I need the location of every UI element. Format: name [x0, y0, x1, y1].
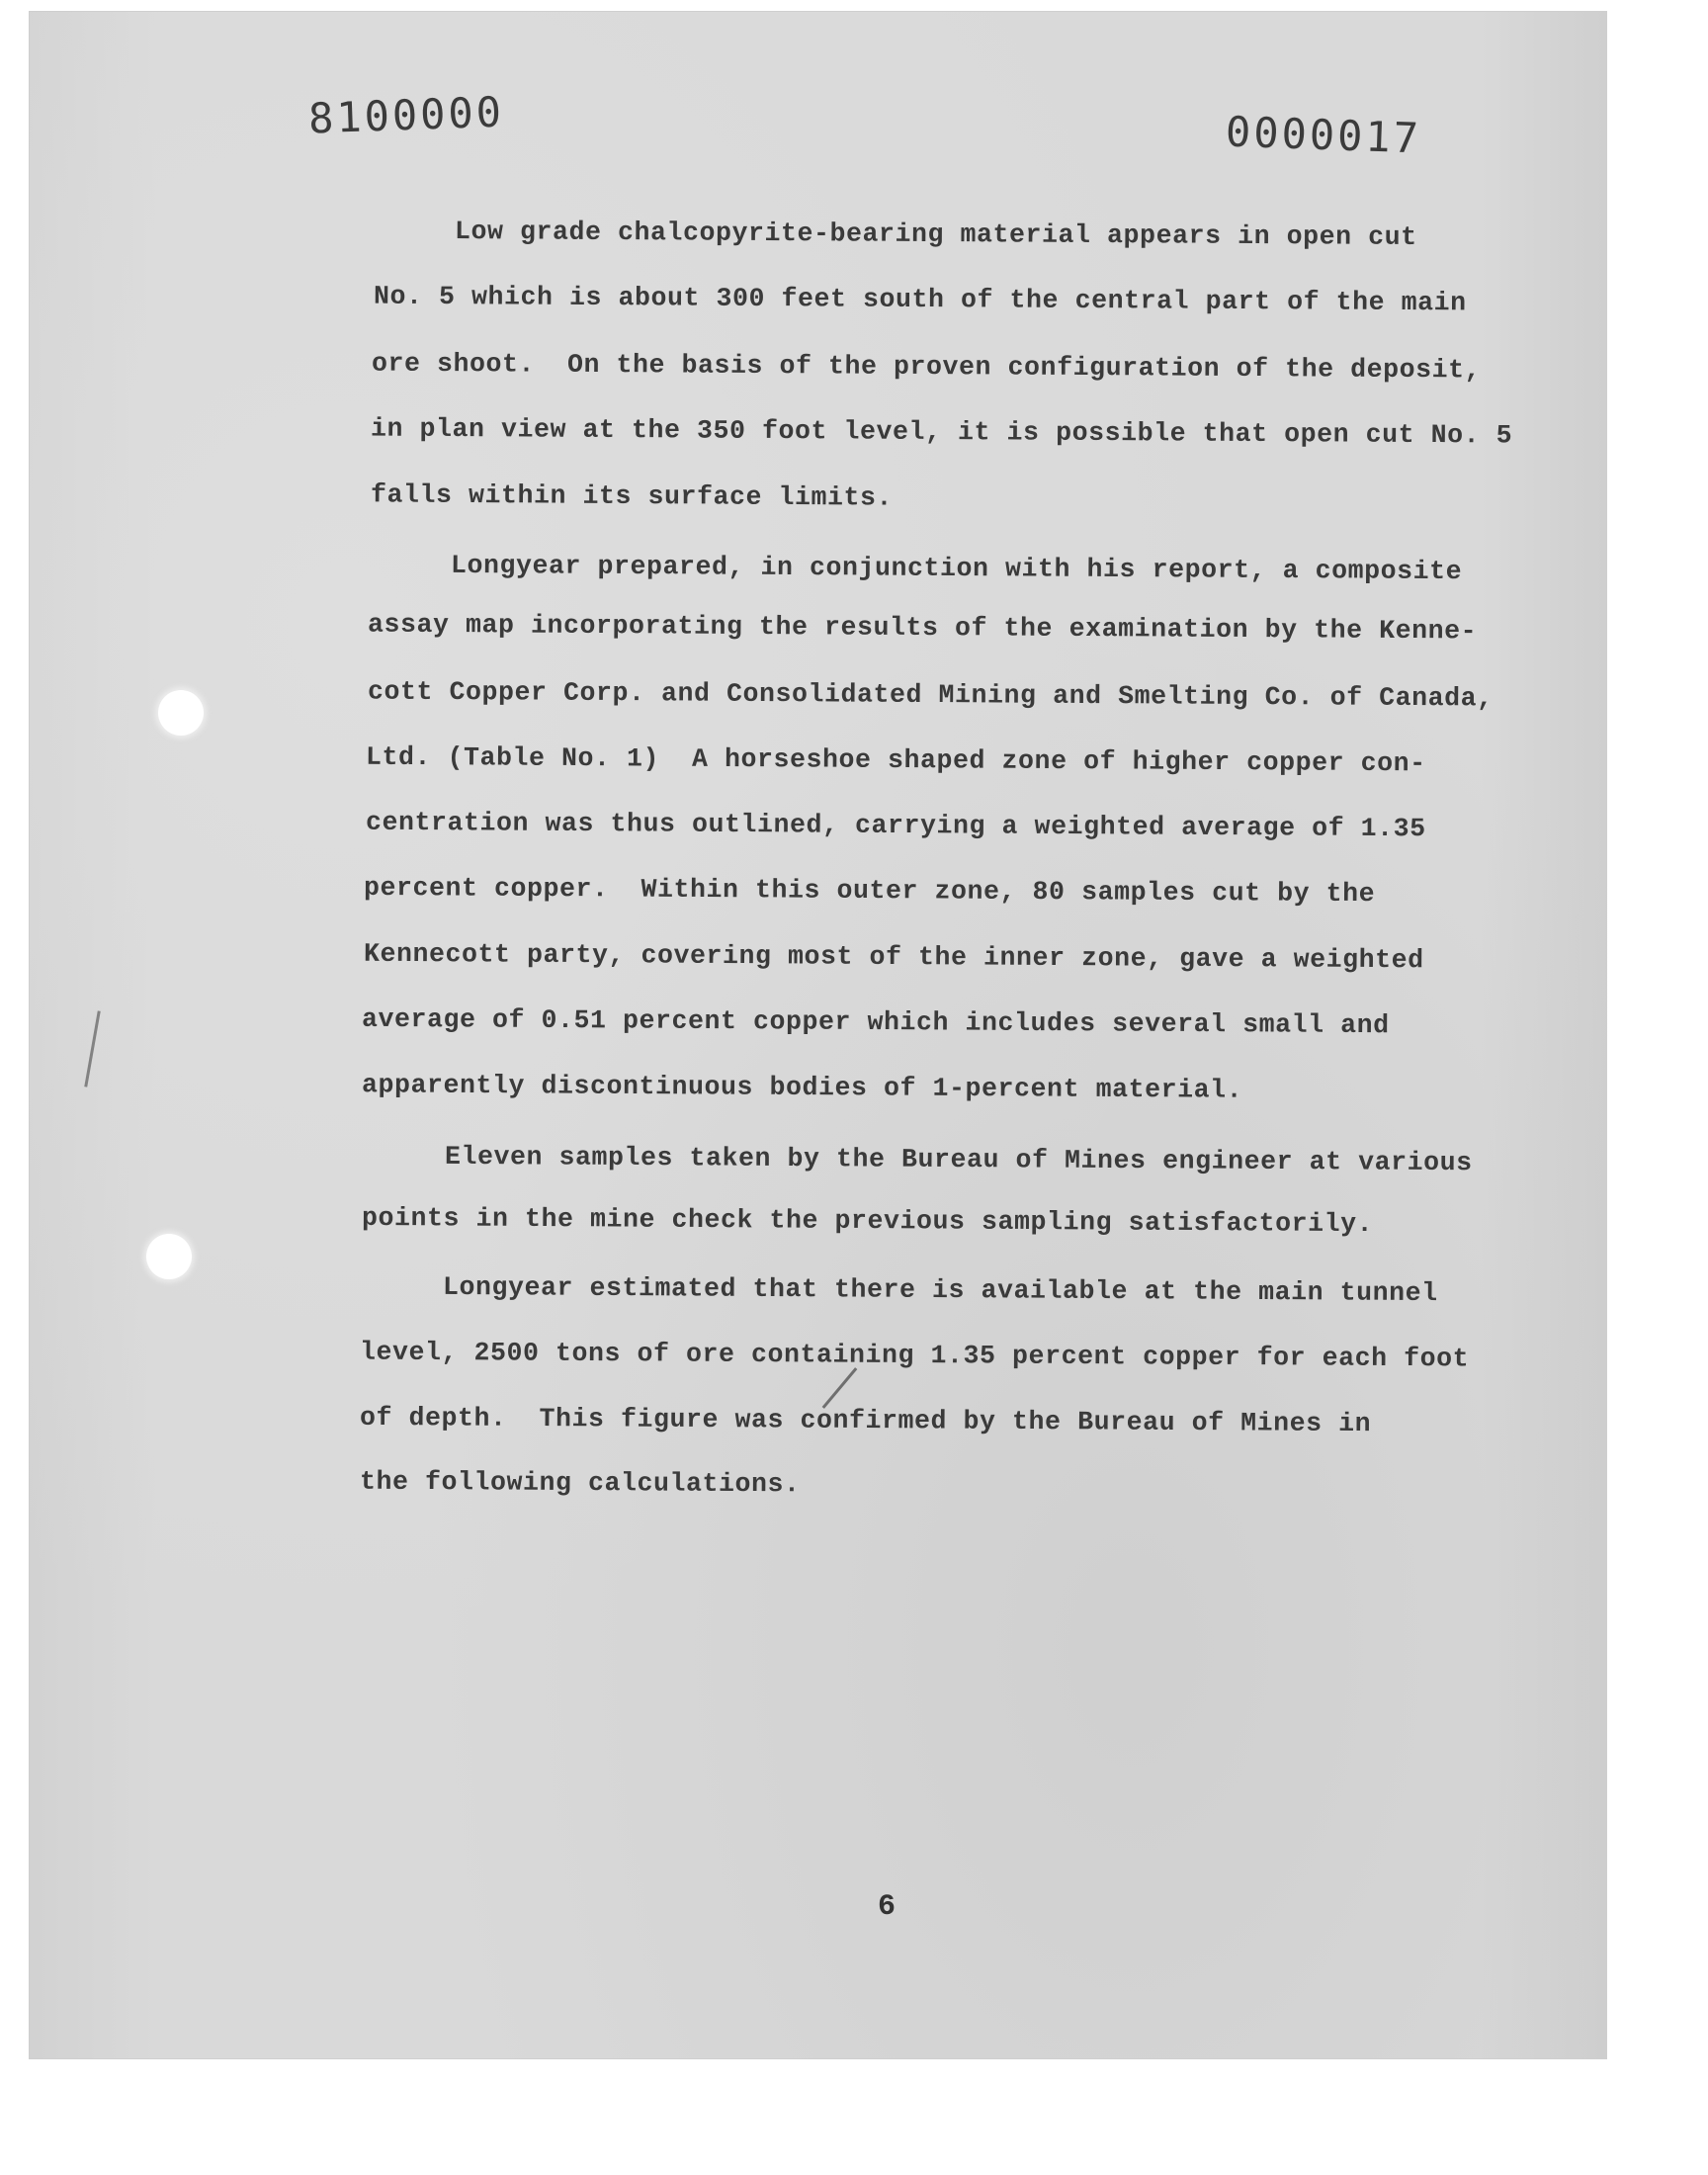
text-line: Longyear prepared, in conjunction with his report, a composite [450, 550, 1463, 587]
text-line: cott Copper Corp. and Consolidated Mining and Smelting Co. of Canada, [367, 676, 1494, 714]
text-line: points in the mine check the previous sampling satisfactorily. [361, 1202, 1374, 1240]
document-stamp-number-right: 0000017 [1225, 107, 1422, 163]
text-line: assay map incorporating the results of the examination by the Kenne- [367, 609, 1478, 647]
text-line: centration was thus outlined, carrying a weighted average of 1.35 [365, 807, 1426, 844]
document-stamp-number-left: 8100000 [307, 87, 505, 143]
text-line: apparently discontinuous bodies of 1-percent material. [361, 1070, 1243, 1105]
text-line: of depth. This figure was confirmed by the Bureau of Mines in [359, 1402, 1372, 1439]
text-line: Low grade chalcopyrite-bearing material appears in open cut [454, 217, 1417, 252]
text-line: level, 2500 tons of ore containing 1.35 percent copper for each foot [359, 1337, 1470, 1374]
text-line: ore shoot. On the basis of the proven configuration of the deposit, [371, 348, 1482, 386]
text-line: average of 0.51 percent copper which includes several small and [361, 1003, 1390, 1041]
text-line: Longyear estimated that there is available at the main tunnel [442, 1271, 1438, 1309]
text-line: the following calculations. [359, 1466, 801, 1500]
text-line: Kennecott party, covering most of the inner zone, gave a weighted [363, 938, 1424, 976]
text-line: Eleven samples taken by the Bureau of Mines engineer at various [444, 1141, 1473, 1178]
page-number: 6 [878, 1890, 897, 1924]
text-line: percent copper. Within this outer zone, 80 samples cut by the [363, 872, 1376, 910]
text-line: in plan view at the 350 foot level, it is possible that open cut No. 5 [370, 413, 1513, 451]
text-line: No. 5 which is about 300 feet south of the central part of the main [373, 281, 1467, 318]
text-line: falls within its surface limits. [370, 479, 894, 513]
text-line: Ltd. (Table No. 1) A horseshoe shaped zone of higher copper con- [365, 741, 1426, 779]
